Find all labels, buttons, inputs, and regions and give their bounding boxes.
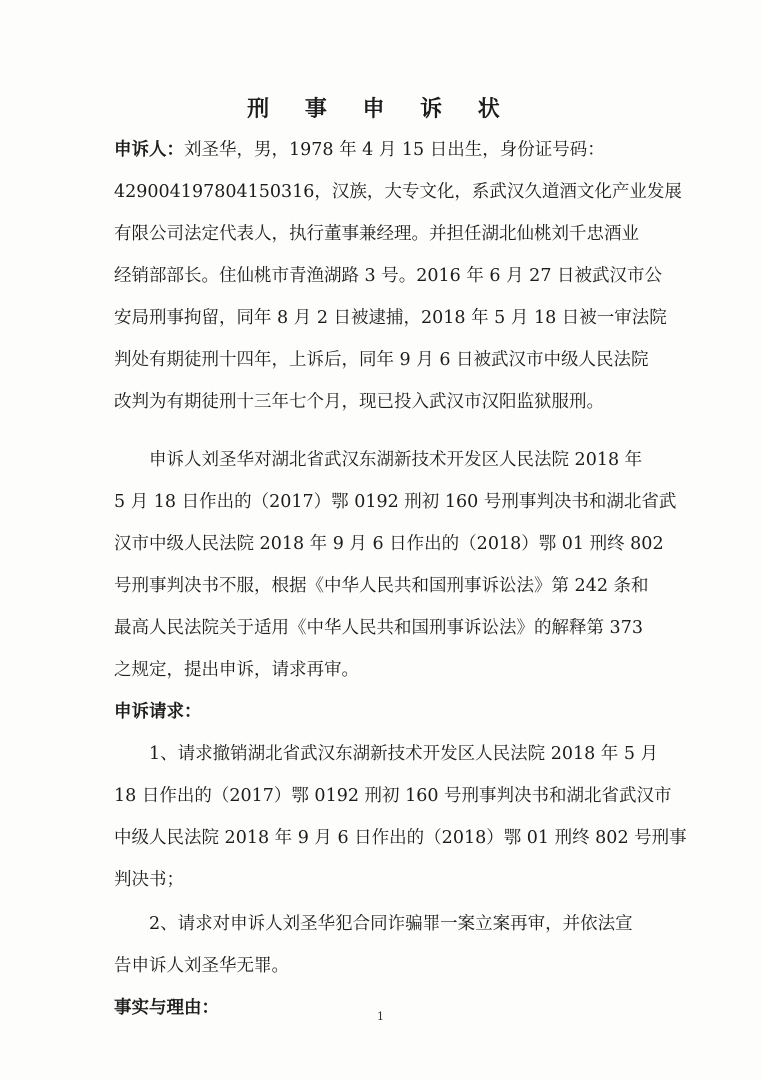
request-line: 2、请求对申诉人刘圣华犯合同诈骗罪一案立案再审，并依法宣 xyxy=(114,914,633,934)
document-title: 刑 事 申 诉 状 xyxy=(247,97,514,122)
intro-line: 最高人民法院关于适用《中华人民共和国刑事诉讼法》的解释第 373 xyxy=(114,618,643,638)
appellant-line: 改判为有期徒刑十三年七个月，现已投入武汉市汉阳监狱服刑。 xyxy=(114,392,604,412)
appellant-label: 申诉人： xyxy=(114,140,184,160)
request-line: 告申诉人刘圣华无罪。 xyxy=(114,956,289,976)
request-line: 18 日作出的（2017）鄂 0192 刑初 160 号刑事判决书和湖北省武汉市 xyxy=(114,786,672,806)
intro-line: 汉市中级人民法院 2018 年 9 月 6 日作出的（2018）鄂 01 刑终 802 xyxy=(114,534,664,554)
appellant-line: 经销部部长。住仙桃市青渔湖路 3 号。2016 年 6 月 27 日被武汉市公 xyxy=(114,266,663,286)
request-line: 1、请求撤销湖北省武汉东湖新技术开发区人民法院 2018 年 5 月 xyxy=(114,744,659,764)
page-number: 1 xyxy=(377,1010,384,1023)
appellant-line xyxy=(114,138,654,162)
intro-line: 申诉人刘圣华对湖北省武汉东湖新技术开发区人民法院 2018 年 xyxy=(114,450,643,470)
requests-heading: 申诉请求： xyxy=(114,702,202,722)
appellant-line: 429004197804150316，汉族，大专文化，系武汉久道酒文化产业发展 xyxy=(114,182,682,202)
request-line: 判决书； xyxy=(114,870,184,890)
appellant-line: 判处有期徒刑十四年，上诉后，同年 9 月 6 日被武汉市中级人民法院 xyxy=(114,350,649,370)
appellant-line: 有限公司法定代表人，执行董事兼经理。并担任湖北仙桃刘千忠酒业 xyxy=(114,224,639,244)
facts-heading: 事实与理由： xyxy=(114,998,219,1018)
intro-line: 号刑事判决书不服，根据《中华人民共和国刑事诉讼法》第 242 条和 xyxy=(114,576,649,596)
intro-line: 5 月 18 日作出的（2017）鄂 0192 刑初 160 号刑事判决书和湖北省武 xyxy=(114,492,677,512)
appellant-text: 刘圣华，男，1978 年 4 月 15 日出生，身份证号码： xyxy=(184,140,605,160)
appellant-line: 安局刑事拘留，同年 8 月 2 日被逮捕，2018 年 5 月 18 日被一审法院 xyxy=(114,308,667,328)
request-line: 中级人民法院 2018 年 9 月 6 日作出的（2018）鄂 01 刑终 802 号刑事 xyxy=(114,828,687,848)
intro-line: 之规定，提出申诉，请求再审。 xyxy=(114,660,359,680)
